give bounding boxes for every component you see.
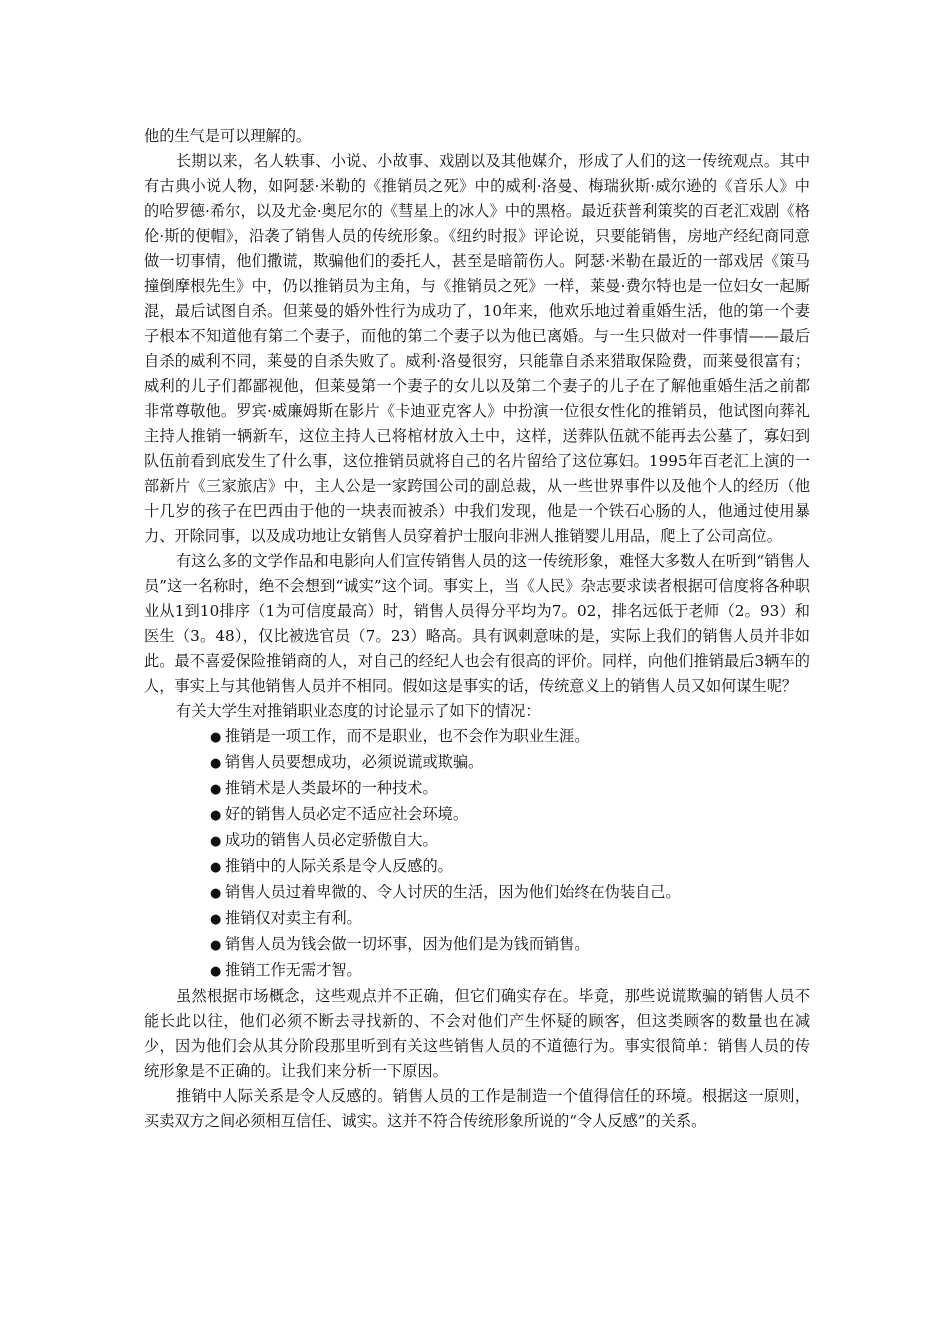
list-item-text: 推销工作无需才智。	[225, 961, 362, 979]
list-item	[144, 906, 810, 932]
bullet-icon: ●	[210, 912, 222, 927]
bullet-icon: ●	[210, 782, 222, 797]
bullet-icon: ●	[210, 938, 222, 953]
list-item	[144, 932, 810, 958]
list-item	[144, 958, 810, 984]
paragraph: 推销中人际关系是令人反感的。销售人员的工作是制造一个值得信任的环境。根据这一原则，买卖双方之间必须相互信任、诚实。这并不符合传统形象所说的“令人反感”的关系。	[144, 1087, 810, 1130]
paragraph: 有关大学生对推销职业态度的讨论显示了如下的情况：	[176, 702, 541, 720]
list-item-text: 销售人员为钱会做一切坏事，因为他们是为钱而销售。	[225, 935, 590, 953]
list-item-text: 好的销售人员必定不适应社会环境。	[225, 805, 468, 823]
bullet-icon: ●	[210, 756, 222, 771]
bullet-icon: ●	[210, 834, 222, 849]
list-item-text: 销售人员要想成功，必须说谎或欺骗。	[225, 753, 484, 771]
list-item	[144, 802, 810, 828]
paragraph: 长期以来，名人轶事、小说、小故事、戏剧以及其他媒介，形成了人们的这一传统观点。其中有古典小说人物，如阿瑟·米勒的《推销员之死》中的威利·洛曼、梅瑞狄斯·威尔逊的《音乐人》中的哈罗德·希尔，以及尤金·奥尼尔的《彗星上的冰人》中的黑格。最近获普利策奖的百老汇戏剧《格伦·斯的便帽》，沿袭了销售人员的传统形象。《纽约时报》评论说，只要能销售，房地产经纪商同意做一切事情，他们撒谎，欺骗他们的委托人，甚至是暗箭伤人。阿瑟·米勒在最近的一部戏居《策马撞倒摩根先生》中，仍以推销员为主角，与《推销员之死》一样，莱曼·费尔特也是一位妇女一起厮混，最后试图自杀。但莱曼的婚外性行为成功了，10年来，他欢乐地过着重婚生活，他的第一个妻子根本不知道他有第二个妻子，而他的第二个妻子以为他已离婚。与一生只做对一件事情——最后自杀的威利不同，莱曼的自杀失败了。威利·洛曼很穷，只能靠自杀来猎取保险费，而莱曼很富有；威利的儿子们都鄙视他，但莱曼第一个妻子的女儿以及第二个妻子的儿子在了解他重婚生活之前都非常尊敬他。罗宾·威廉姆斯在影片《卡迪亚克客人》中扮演一位很女性化的推销员，他试图向葬礼主持人推销一辆新车，这位主持人已将棺材放入土中，这样，送葬队伍就不能再去公墓了，寡妇到队伍前看到底发生了什么事，这位推销员就将自己的名片留给了这位寡妇。1995年百老汇上演的一部新片《三家旅店》中，主人公是一家跨国公司的副总裁，从一些世界事件以及他个人的经历（他十几岁的孩子在巴西由于他的一块表而被杀）中我们发现，他是一个铁石心肠的人，他通过使用暴力、开除同事，以及成功地让女销售人员穿着护士服向非洲人推销婴儿用品，爬上了公司高位。	[144, 152, 810, 545]
bullet-icon: ●	[210, 808, 222, 823]
list-item	[144, 828, 810, 854]
list-item	[144, 854, 810, 880]
list-item-text: 推销术是人类最坏的一种技术。	[225, 779, 438, 797]
list-item-text: 推销仅对卖主有利。	[225, 909, 362, 927]
list-item	[144, 750, 810, 776]
list-item-text: 推销是一项工作，而不是职业，也不会作为职业生涯。	[225, 727, 590, 745]
bullet-list	[144, 724, 810, 984]
paragraph: 有这么多的文学作品和电影向人们宣传销售人员的这一传统形象，难怪大多数人在听到“销售人员”这一名称时，绝不会想到“诚实”这个词。事实上，当《人民》杂志要求读者根据可信度将各种职业从1到10排序（1为可信度最高）时，销售人员得分平均为7。02，排名远低于老师（2。93）和医生（3。48），仅比被选官员（7。23）略高。具有讽刺意味的是，实际上我们的销售人员并非如此。最不喜爱保险推销商的人，对自己的经纪人也会有很高的评价。同样，向他们推销最后3辆车的人，事实上与其他销售人员并不相同。假如这是事实的话，传统意义上的销售人员又如何谋生呢？	[144, 552, 810, 695]
bullet-icon: ●	[210, 964, 222, 979]
list-item-text: 销售人员过着卑微的、令人讨厌的生活，因为他们始终在伪装自己。	[225, 883, 681, 901]
list-item-text: 成功的销售人员必定骄傲自大。	[225, 831, 438, 849]
bullet-icon: ●	[210, 886, 222, 901]
bullet-icon: ●	[210, 730, 222, 745]
list-item	[144, 724, 810, 750]
list-item-text: 推销中的人际关系是令人反感的。	[225, 857, 453, 875]
list-item	[144, 776, 810, 802]
paragraph: 虽然根据市场概念，这些观点并不正确，但它们确实存在。毕竟，那些说谎欺骗的销售人员不能长此以往，他们必须不断去寻找新的、不会对他们产生怀疑的顾客，但这类顾客的数量也在减少，因为他们会从其分阶段那里听到有关这些销售人员的不道德行为。事实很简单：销售人员的传统形象是不正确的。让我们来分析一下原因。	[144, 987, 810, 1080]
document-page	[144, 124, 810, 1134]
paragraph: 他的生气是可以理解的。	[144, 127, 312, 145]
list-item	[144, 880, 810, 906]
bullet-icon: ●	[210, 860, 222, 875]
